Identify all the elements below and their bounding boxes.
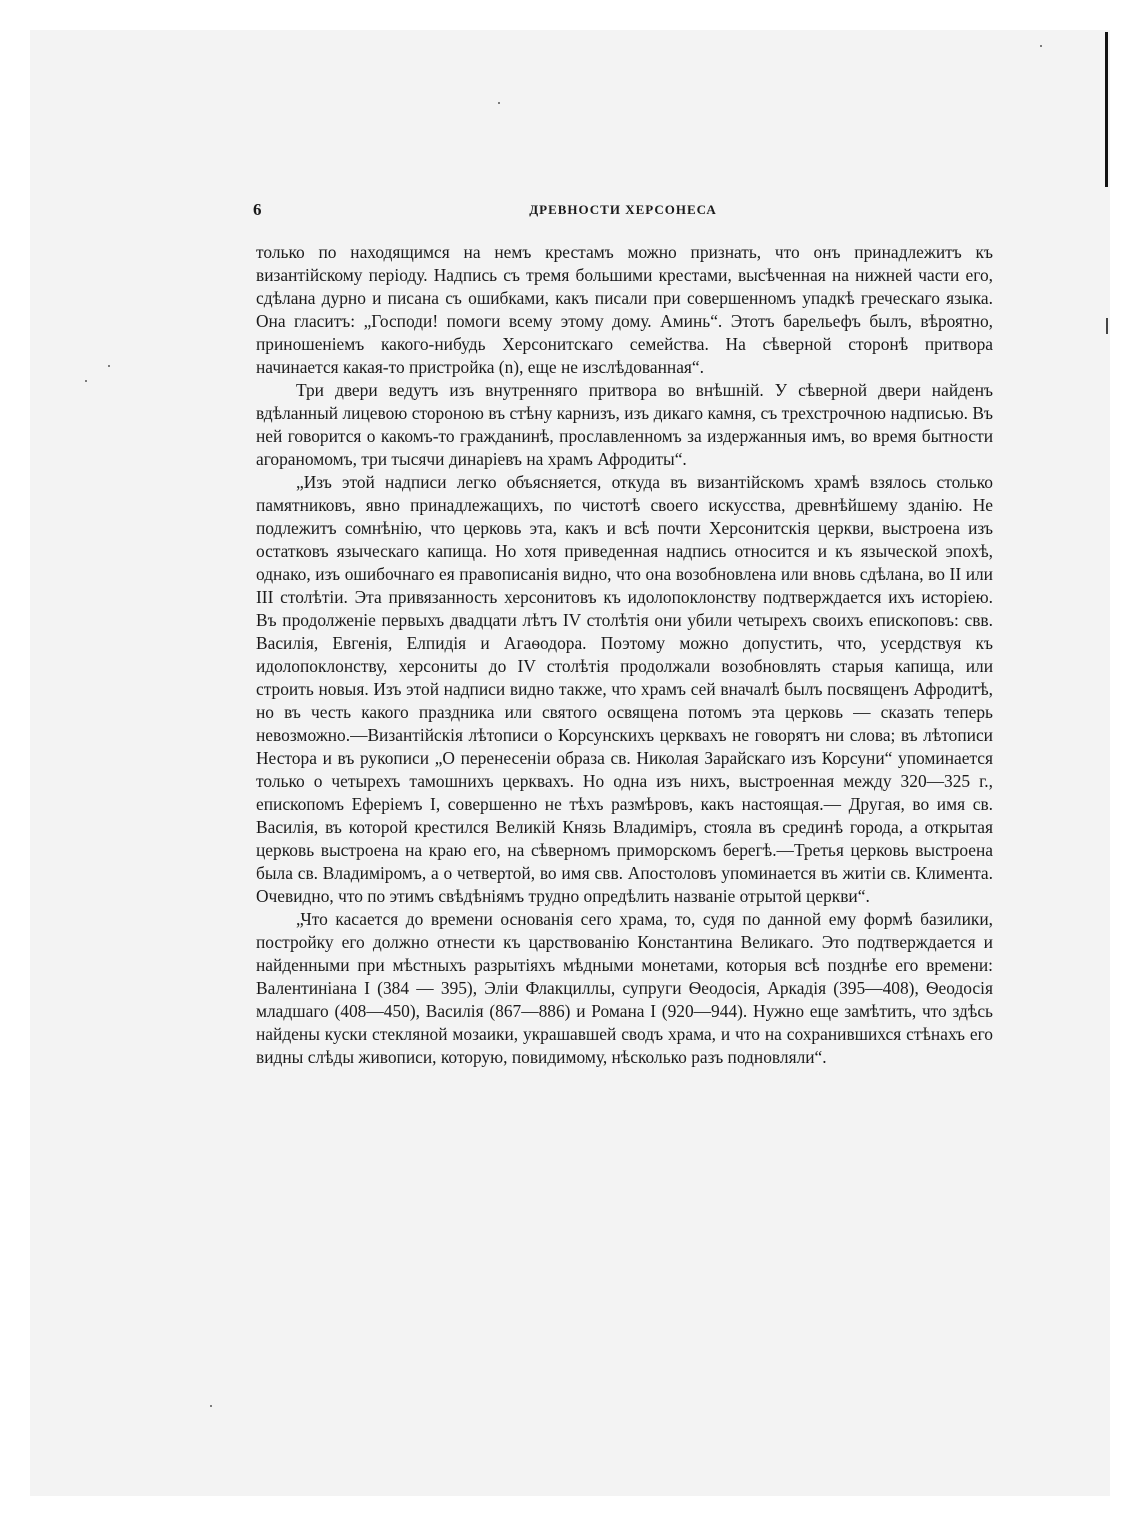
scan-edge-mark [1106, 318, 1108, 334]
paragraph: только по находящимся на немъ крестамъ можно признать, что онъ принадлежитъ къ византійскому періоду. Надпись съ тремя большими крестами, высѣченная на нижней части его, сдѣлана дурно и писана съ ошибками, какъ писали при совершенномъ упадкѣ греческаго языка. Она гласитъ: „Господи! помоги всему этому дому. Аминь“. Этотъ барельефъ былъ, вѣроятно, приношеніемъ какого-нибудь Херсонитскаго семейства. На сѣверной сторонѣ притвора начинается какая-то пристройка (n), еще не изслѣдованная“. [256, 242, 993, 377]
scan-edge-line [1105, 32, 1108, 187]
scan-speck [210, 1405, 212, 1407]
scan-speck [108, 365, 110, 367]
page-header [253, 200, 993, 222]
scan-speck [498, 102, 500, 104]
scan-speck [85, 380, 87, 382]
running-title: ДРЕВНОСТИ ХЕРСОНЕСА [529, 202, 717, 217]
page-number: 6 [253, 200, 262, 219]
paragraph: „Изъ этой надписи легко объясняется, откуда въ византійскомъ храмѣ взялось столько памятниковъ, явно принадлежащихъ, по чистотѣ своего искусства, древнѣйшему зданію. Не подлежитъ сомнѣнію, что церковь эта, какъ и всѣ почти Херсонитскія церкви, выстроена изъ остатковъ языческаго капища. Но хотя приведенная надпись относится и къ языческой эпохѣ, однако, изъ ошибочнаго ея правописанія видно, что она возобновлена или вновь сдѣлана, во II или III столѣтіи. Эта привязанность херсонитовъ къ идолопоклонству подтверждается ихъ исторіею. Въ продолженіе первыхъ двадцати лѣтъ IV столѣтія они убили четырехъ своихъ епископовъ: свв. Василія, Евгенія, Елпидія и Агаѳодора. Поэтому можно допустить, что, усердствуя къ идолопоклонству, херсониты до IV столѣтія продолжали возобновлять старыя капища, или строить новыя. Изъ этой надписи видно также, что храмъ сей вначалѣ былъ посвященъ Афродитѣ, но въ честь какого праздника или святого освящена потомъ эта церковь — сказать теперь невозможно.—Византійскія лѣтописи о Корсунскихъ церквахъ не говорятъ ни слова; въ лѣтописи Нестора и въ рукописи „О перенесеніи образа св. Николая Зарайскаго изъ Корсуни“ упоминается только о четырехъ тамошнихъ церквахъ. Но одна изъ нихъ, выстроенная между 320—325 г., епископомъ Еферіемъ I, совершенно не тѣхъ размѣровъ, какъ настоящая.— Другая, во имя св. Василія, въ которой крестился Великій Князь Владиміръ, стояла въ срединѣ города, а открытая церковь выстроена на краю его, на сѣверномъ приморскомъ берегѣ.—Третья церковь выстроена была св. Владиміромъ, а о четвертой, во имя свв. Апостоловъ упоминается въ житіи св. Климента. Очевидно, что по этимъ свѣдѣніямъ трудно опредѣлить названіе отрытой церкви“. [256, 472, 993, 906]
scan-speck [1040, 45, 1042, 47]
paragraph: Три двери ведутъ изъ внутренняго притвора во внѣшній. У сѣверной двери найденъ вдѣланный лицевою стороною въ стѣну карнизъ, изъ дикаго камня, съ трехстрочною надписью. Въ ней говорится о какомъ-то гражданинѣ, прославленномъ за издержанныя имъ, во время бытности агораномомъ, три тысячи динаріевъ на храмъ Афродиты“. [256, 380, 993, 469]
paragraph: „Что касается до времени основанія сего храма, то, судя по данной ему формѣ базилики, постройку его должно отнести къ царствованію Константина Великаго. Это подтверждается и найденными при мѣстныхъ разрытіяхъ мѣдными монетами, которыя всѣ позднѣе его времени: Валентиніана I (384 — 395), Эліи Флакциллы, супруги Ѳеодосія, Аркадія (395—408), Ѳеодосія младшаго (408—450), Василія (867—886) и Романа I (920—944). Нужно еще замѣтить, что здѣсь найдены куски стекляной мозаики, украшавшей сводъ храма, и что на сохранившихся стѣнахъ его видны слѣды живописи, которую, повидимому, нѣсколько разъ подновляли“. [256, 909, 993, 1067]
body-text [256, 241, 993, 1069]
